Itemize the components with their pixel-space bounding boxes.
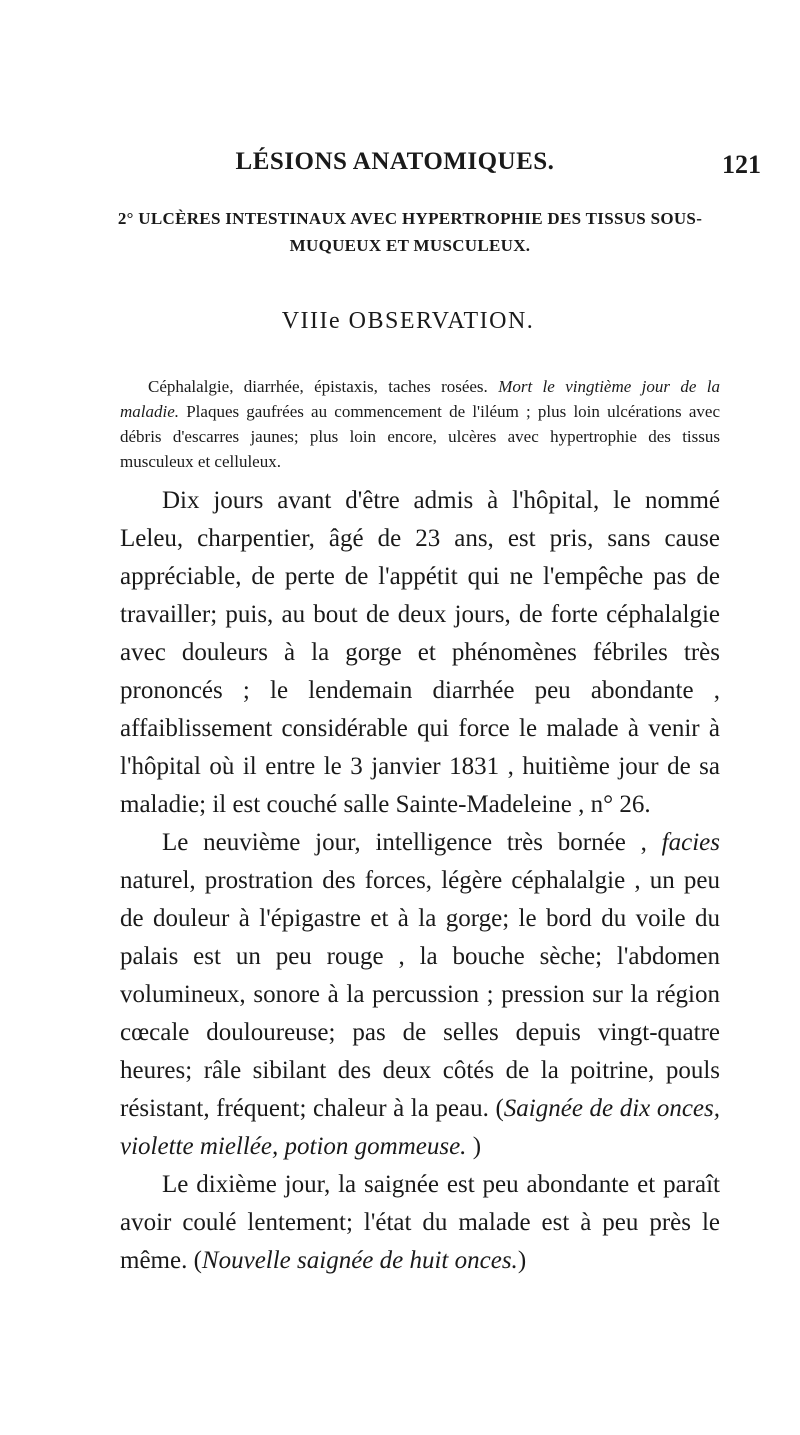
ninth-day-text-e: ) — [466, 1133, 482, 1160]
observation-heading: VIIIe OBSERVATION. — [281, 308, 535, 334]
paragraph-tenth-day — [120, 1166, 720, 1280]
running-title: LÉSIONS ANATOMIQUES. — [235, 148, 555, 175]
summary-lesions: Plaques gaufrées au commencement de l'iléum ; plus loin ulcérations avec débris d'escarres jaunes; plus loin encore, ulcères avec hypertrophie des tissus musculeux et celluleux. — [120, 402, 720, 471]
ninth-day-treatment: Saignée de dix onces, violette miellée, potion gommeuse. — [120, 1095, 721, 1160]
observation-summary — [120, 374, 720, 474]
tenth-day-text-a: Le dixième jour, la saignée est peu abondante et paraît avoir coulé lentement; l'état du malade est à peu près le même. ( — [120, 1171, 720, 1274]
tenth-day-treatment: Nouvelle saignée de huit onces. — [201, 1247, 518, 1274]
summary-symptoms: Céphalalgie, diarrhée, épistaxis, taches rosées. — [148, 377, 499, 396]
ninth-day-text-a: Le neuvième jour, intelligence très bornée , — [162, 829, 662, 856]
ninth-day-facies: facies — [661, 829, 720, 856]
section-heading: 2° ULCÈRES INTESTINAUX AVEC HYPERTROPHIE DES TISSUS SOUS-MUQUEUX ET MUSCULEUX. — [117, 209, 703, 255]
paragraph-admission: Dix jours avant d'être admis à l'hôpital, le nommé Leleu, charpentier, âgé de 23 ans, est pris, sans cause appréciable, de perte de l'appétit qui ne l'empêche pas de travailler; puis, au bout de deux jours, de forte céphalalgie avec douleurs à la gorge et phénomènes fébriles très prononcés ; le lendemain diarrhée peu abondante , affaiblissement considérable qui force le malade à venir à l'hôpital où il entre le 3 janvier 1831 , huitième jour de sa maladie; il est couché salle Sainte-Madeleine , n° 26. — [120, 487, 720, 818]
tenth-day-text-c: ) — [517, 1247, 527, 1274]
observation-body — [120, 482, 720, 1280]
paragraph-ninth-day — [120, 824, 720, 1166]
ninth-day-text-c: naturel, prostration des forces, légère céphalalgie , un peu de douleur à l'épigastre et à la gorge; le bord du voile du palais est un peu rouge , la bouche sèche; l'abdomen volumineux, sonore à la percussion ; pression sur la région cœcale douloureuse; pas de selles depuis vingt-quatre heures; râle sibilant des deux côtés de la poitrine, pouls résistant, fréquent; chaleur à la peau. ( — [120, 867, 720, 1122]
summary-outcome: Mort le vingtième jour de la maladie. — [120, 377, 720, 421]
page-number: 121 — [722, 150, 761, 179]
